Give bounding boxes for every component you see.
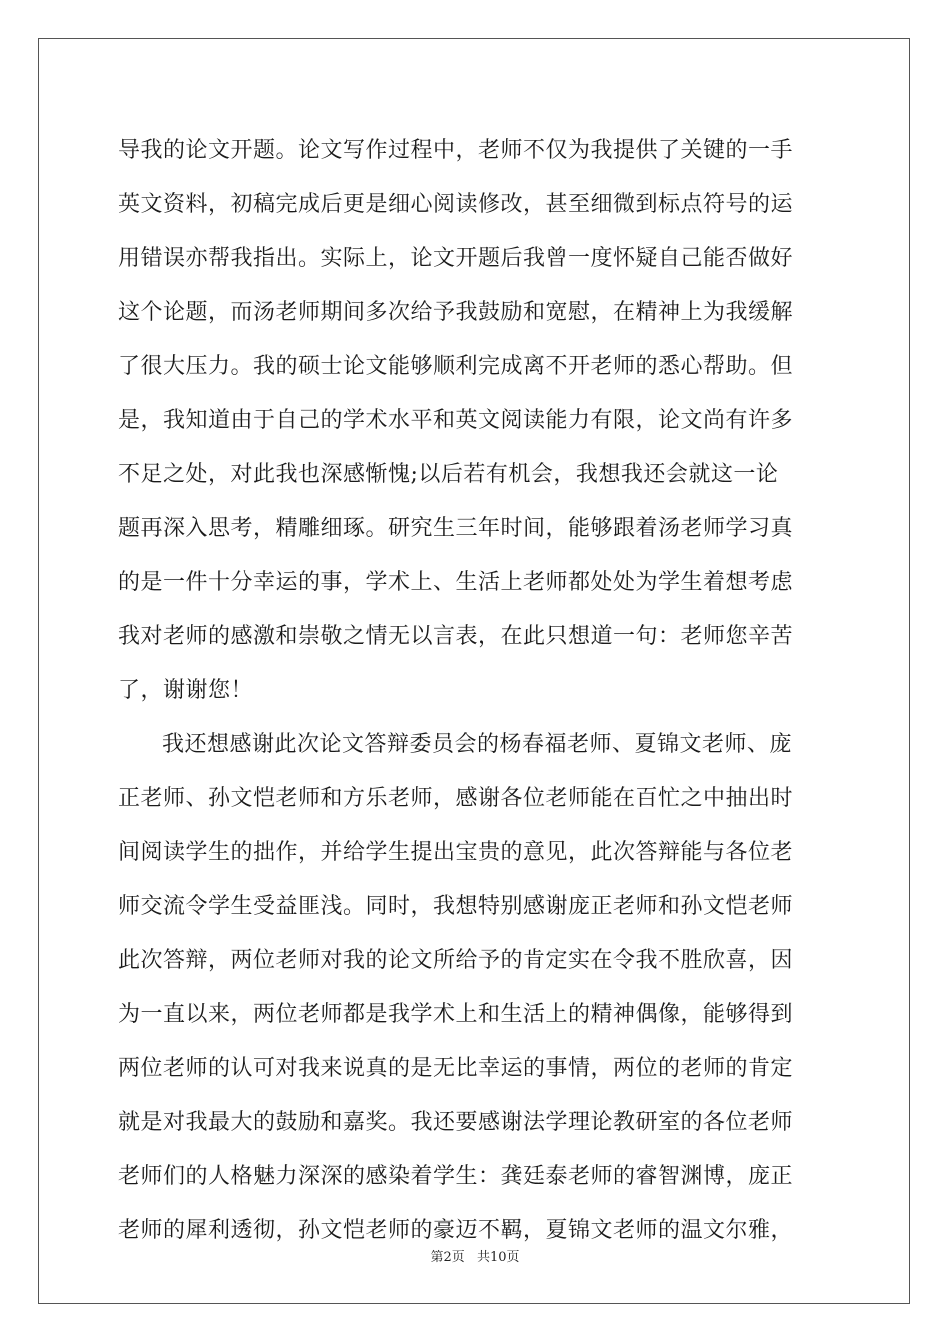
text-line: 用错误亦帮我指出。实际上，论文开题后我曾一度怀疑自己能否做好 <box>118 246 794 271</box>
text-line: 师交流令学生受益匪浅。同时，我想特别感谢庞正老师和孙文恺老师 <box>118 894 794 919</box>
page-total: 共10页 <box>476 1250 520 1265</box>
text-line: 我对老师的感激和崇敬之情无以言表，在此只想道一句：老师您辛苦 <box>118 624 794 649</box>
text-line: 间阅读学生的拙作，并给学生提出宝贵的意见，此次答辩能与各位老 <box>118 840 794 865</box>
text-line: 导我的论文开题。论文写作过程中，老师不仅为我提供了关键的一手 <box>118 138 794 163</box>
text-line: 这个论题，而汤老师期间多次给予我鼓励和宽慰，在精神上为我缓解 <box>118 300 794 325</box>
document-body <box>118 124 838 1258</box>
text-line: 题再深入思考，精雕细琢。研究生三年时间，能够跟着汤老师学习真 <box>118 516 794 541</box>
text-line: 老师们的人格魅力深深的感染着学生：龚廷泰老师的睿智渊博，庞正 <box>118 1164 794 1189</box>
page-number: 第2页 <box>430 1250 465 1265</box>
text-line: 英文资料，初稿完成后更是细心阅读修改，甚至细微到标点符号的运 <box>118 192 794 217</box>
text-line: 了很大压力。我的硕士论文能够顺利完成离不开老师的悉心帮助。但 <box>118 354 794 379</box>
text-line: 是，我知道由于自己的学术水平和英文阅读能力有限，论文尚有许多 <box>118 408 794 433</box>
text-line: 了，谢谢您！ <box>118 678 254 703</box>
text-line: 老师的犀利透彻，孙文恺老师的豪迈不羁，夏锦文老师的温文尔雅， <box>118 1218 794 1243</box>
page-footer <box>0 1246 950 1265</box>
text-line: 的是一件十分幸运的事，学术上、生活上老师都处处为学生着想考虑 <box>118 570 794 595</box>
text-line: 此次答辩，两位老师对我的论文所给予的肯定实在令我不胜欣喜，因 <box>118 948 794 973</box>
text-line: 不足之处，对此我也深感惭愧;以后若有机会，我想我还会就这一论 <box>118 462 779 487</box>
text-line: 正老师、孙文恺老师和方乐老师，感谢各位老师能在百忙之中抽出时 <box>118 786 794 811</box>
text-line: 为一直以来，两位老师都是我学术上和生活上的精神偶像，能够得到 <box>118 1002 794 1027</box>
text-line: 两位老师的认可对我来说真的是无比幸运的事情，两位的老师的肯定 <box>118 1056 794 1081</box>
paragraph-start-line: 我还想感谢此次论文答辩委员会的杨春福老师、夏锦文老师、庞 <box>162 732 793 757</box>
text-line: 就是对我最大的鼓励和嘉奖。我还要感谢法学理论教研室的各位老师 <box>118 1110 794 1135</box>
